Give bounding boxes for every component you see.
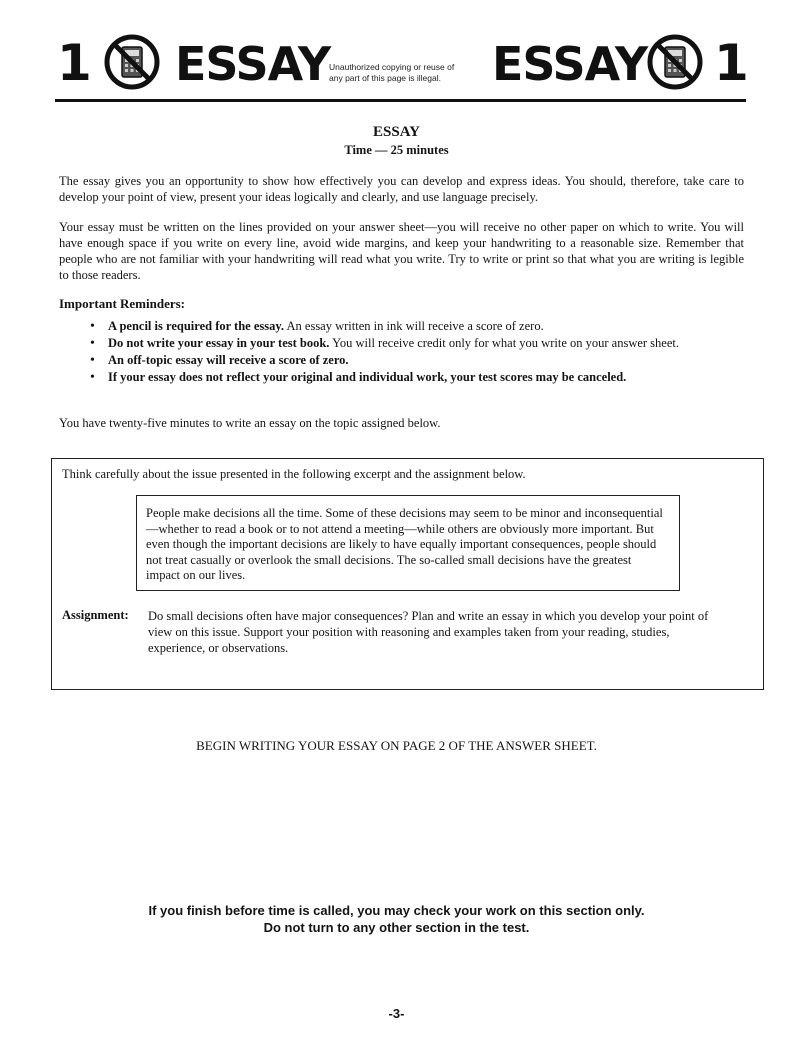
list-item: • If your essay does not reflect your original and individual work, your test scores may be canceled. (90, 370, 710, 385)
finish-instruction-line1: If you finish before time is called, you may check your work on this section only. (148, 903, 645, 918)
header-title-left: ESSAY (175, 37, 331, 91)
finish-instruction-line2: Do not turn to any other section in the test. (263, 920, 530, 935)
list-item: • Do not write your essay in your test book. You will receive credit only for what you write on your answer sheet. (90, 336, 710, 351)
header-title-right: ESSAY (492, 37, 648, 91)
reminders-heading: Important Reminders: (59, 296, 186, 311)
list-item: • An off-topic essay will receive a score of zero. (90, 353, 710, 368)
intro-paragraph: The essay gives you an opportunity to show how effectively you can develop and express ideas. You should, therefore, take care to develop your point of view, present your ideas logically and clearly, and use language precisely. (59, 174, 744, 204)
page-number: -3- (388, 1006, 405, 1021)
begin-instruction: BEGIN WRITING YOUR ESSAY ON PAGE 2 OF THE ANSWER SHEET. (196, 738, 597, 753)
assignment-text: Do small decisions often have major consequences? Plan and write an essay in which you develop your point of view on this issue. Support your position with reasoning and examples taken from your reading, studies, experience, or observations. (148, 609, 709, 655)
no-calculator-icon (104, 34, 160, 90)
list-item: • A pencil is required for the essay. An essay written in ink will receive a score of zero. (90, 319, 710, 334)
reminders-list (90, 319, 710, 387)
excerpt-text: People make decisions all the time. Some of these decisions may seem to be minor and inconsequential—whether to read a book or to not attend a meeting—while others are obviously more important. But even though the important decisions are likely to have equally important consequences, people should not treat casually or overlook the small decisions. The so-called small decisions have the greatest impact on our lives. (146, 506, 663, 583)
assignment-label: Assignment: (62, 608, 129, 622)
header-divider (55, 99, 746, 102)
prompt-intro: Think carefully about the issue presented in the following excerpt and the assignment below. (62, 467, 526, 481)
answer-sheet-paragraph: Your essay must be written on the lines provided on your answer sheet—you will receive no other paper on which to write. You will have enough space if you write on every line, avoid wide margins, and keep your handwriting to a reasonable size. Remember that people who are not familiar with your handwriting will read what you write. Try to write or print so that what you are writing is legible to those readers. (59, 220, 744, 282)
section-number-right: 1 (714, 34, 749, 92)
time-limit: Time — 25 minutes (344, 143, 449, 157)
time-note: You have twenty-five minutes to write an essay on the topic assigned below. (59, 416, 441, 430)
no-calculator-icon (647, 34, 703, 90)
section-number-left: 1 (57, 34, 92, 92)
copyright-warning: Unauthorized copying or reuse of any part of this page is illegal. (329, 62, 455, 83)
page-title: ESSAY (373, 124, 420, 140)
